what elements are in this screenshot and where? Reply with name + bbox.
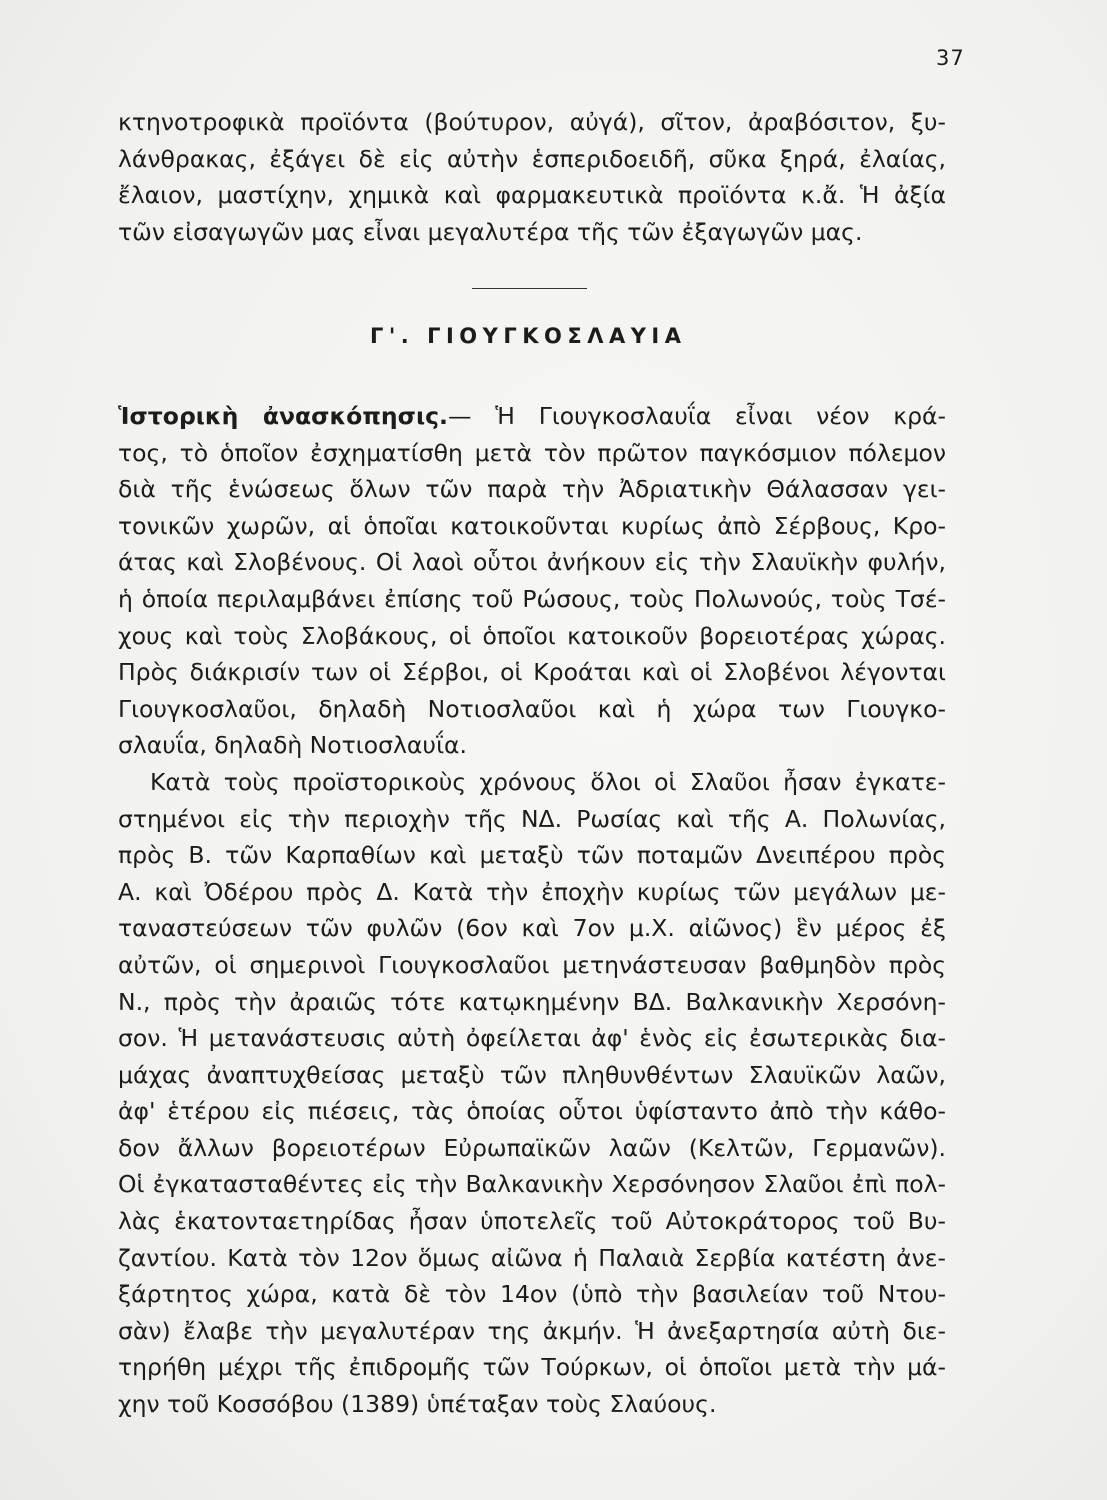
intro-line: τῶν εἰσαγωγῶν μας εἶναι μεγαλυτέρα τῆς τῶν ἐξαγωγῶν μας. <box>118 217 863 246</box>
page-number: 37 <box>936 46 965 70</box>
paragraph1-line: χους καὶ τοὺς Σλοβάκους, οἱ ὁποῖοι κατοικοῦν βορειοτέρας χώρας. <box>118 621 946 650</box>
paragraph2-line: Α. καὶ Ὀδέρου πρὸς Δ. Κατὰ τὴν ἐποχὴν κυρίως τῶν μεγάλων με- <box>118 877 946 906</box>
paragraph2-line: Οἱ ἐγκατασταθέντες εἰς τὴν Βαλκανικὴν Χερσόνησον Σλαῦοι ἐπὶ πολ- <box>118 1170 946 1199</box>
intro-line: κτηνοτροφικὰ προϊόντα (βούτυρον, αὐγά), σῖτον, ἀραβόσιτον, ξυ- <box>118 108 946 136</box>
paragraph2-line: Ν., πρὸς τὴν ἀραιῶς τότε κατῳκημένην ΒΔ. Βαλκανικὴν Χερσόνη- <box>118 987 946 1016</box>
paragraph2-line: Κατὰ τοὺς προϊστορικοὺς χρόνους ὅλοι οἱ Σλαῦοι ἦσαν ἐγκατε- <box>150 767 946 796</box>
paragraph1-line: Πρὸς διάκρισίν των οἱ Σέρβοι, οἱ Κροάται καὶ οἱ Σλοβένοι λέγονται <box>118 658 946 687</box>
paragraph1-line: άτας καὶ Σλοβένους. Οἱ λαοὶ οὗτοι ἀνήκουν εἰς τὴν Σλαυϊκὴν φυλήν, <box>118 548 946 577</box>
paragraph2-line: λὰς ἑκατονταετηρίδας ἦσαν ὑποτελεῖς τοῦ Αὐτοκράτορος τοῦ Βυ- <box>118 1207 946 1236</box>
paragraph2-line: πρὸς Β. τῶν Καρπαθίων καὶ μεταξὺ τῶν ποταμῶν Δνειπέρου πρὸς <box>118 841 946 870</box>
section-title: Γ'. ΓΙΟΥΓΚΟΣΛΑΥΙΑ <box>370 324 687 348</box>
paragraph1-line: ἡ ὁποία περιλαμβάνει ἐπίσης τοῦ Ρώσους, τοὺς Πολωνούς, τοὺς Τσέ- <box>118 584 946 613</box>
paragraph2-line: σὰν) ἔλαβε τὴν μεγαλυτέραν της ἀκμήν. Ἡ ἀνεξαρτησία αὐτὴ διε- <box>118 1316 946 1345</box>
intro-paragraph <box>118 104 946 250</box>
paragraph2-line: δον ἄλλων βορειοτέρων Εὐρωπαϊκῶν λαῶν (Κελτῶν, Γερμανῶν). <box>118 1133 946 1162</box>
history-section <box>118 398 946 1423</box>
subheading: Ἱστορικὴ ἀνασκόπησις. <box>118 402 448 430</box>
paragraph2-line: ξάρτητος χώρα, κατὰ δὲ τὸν 14ον (ὑπὸ τὴν βασιλείαν τοῦ Ντου- <box>118 1280 946 1309</box>
paragraph1-line: σλαυΐα, δηλαδὴ Νοτιοσλαυΐα. <box>118 731 467 760</box>
first-line-text: — Ἡ Γιουγκοσλαυΐα εἶναι νέον κρά- <box>447 402 947 430</box>
paragraph1-line: Γιουγκοσλαῦοι, δηλαδὴ Νοτιοσλαῦοι καὶ ἡ χώρα των Γιουγκο- <box>118 694 946 723</box>
paragraph2-line: σον. Ἡ μετανάστευσις αὐτὴ ὀφείλεται ἀφ' ἑνὸς εἰς ἐσωτερικὰς δια- <box>118 1024 946 1053</box>
section-divider <box>472 288 587 289</box>
intro-line: ἔλαιον, μαστίχην, χημικὰ καὶ φαρμακευτικὰ προϊόντα κ.ἄ. Ἡ ἀξία <box>118 181 946 210</box>
paragraph1-line: διὰ τῆς ἑνώσεως ὅλων τῶν παρὰ τὴν Ἀδριατικὴν Θάλασσαν γει- <box>118 475 946 504</box>
paragraph1-line: τονικῶν χωρῶν, αἱ ὁποῖαι κατοικοῦνται κυρίως ἀπὸ Σέρβους, Κρο- <box>118 511 946 540</box>
paragraph2-line: στημένοι εἰς τὴν περιοχὴν τῆς ΝΔ. Ρωσίας καὶ τῆς Α. Πολωνίας, <box>118 804 946 833</box>
paragraph2-line: χην τοῦ Κοσσόβου (1389) ὑπέταξαν τοὺς Σλαύους. <box>118 1390 717 1419</box>
paragraph2-line: αὐτῶν, οἱ σημερινοὶ Γιουγκοσλαῦοι μετηνάστευσαν βαθμηδὸν πρὸς <box>118 950 946 979</box>
paragraph1-line: τος, τὸ ὁποῖον ἐσχηματίσθη μετὰ τὸν πρῶτον παγκόσμιον πόλεμον <box>118 438 946 467</box>
paragraph2-line: ζαντίου. Κατὰ τὸν 12ον ὅμως αἰῶνα ἡ Παλαιὰ Σερβία κατέστη ἀνε- <box>118 1243 946 1272</box>
intro-line: λάνθρακας, ἐξάγει δὲ εἰς αὐτὴν ἑσπεριδοειδῆ, σῦκα ξηρά, ἐλαίας, <box>118 144 946 173</box>
paragraph2-line: ἀφ' ἑτέρου εἰς πιέσεις, τὰς ὁποίας οὗτοι ὑφίσταντο ἀπὸ τὴν κάθο- <box>118 1097 946 1126</box>
paragraph2-line: τηρήθη μέχρι τῆς ἐπιδρομῆς τῶν Τούρκων, οἱ ὁποῖοι μετὰ τὴν μά- <box>118 1353 946 1382</box>
paragraph2-line: μάχας ἀναπτυχθείσας μεταξὺ τῶν πληθυνθέντων Σλαυϊκῶν λαῶν, <box>118 1060 946 1089</box>
first-line <box>118 398 946 435</box>
paragraph2-line: ταναστεύσεων τῶν φυλῶν (6ον καὶ 7ον μ.Χ. αἰῶνος) ἓν μέρος ἐξ <box>118 914 946 943</box>
